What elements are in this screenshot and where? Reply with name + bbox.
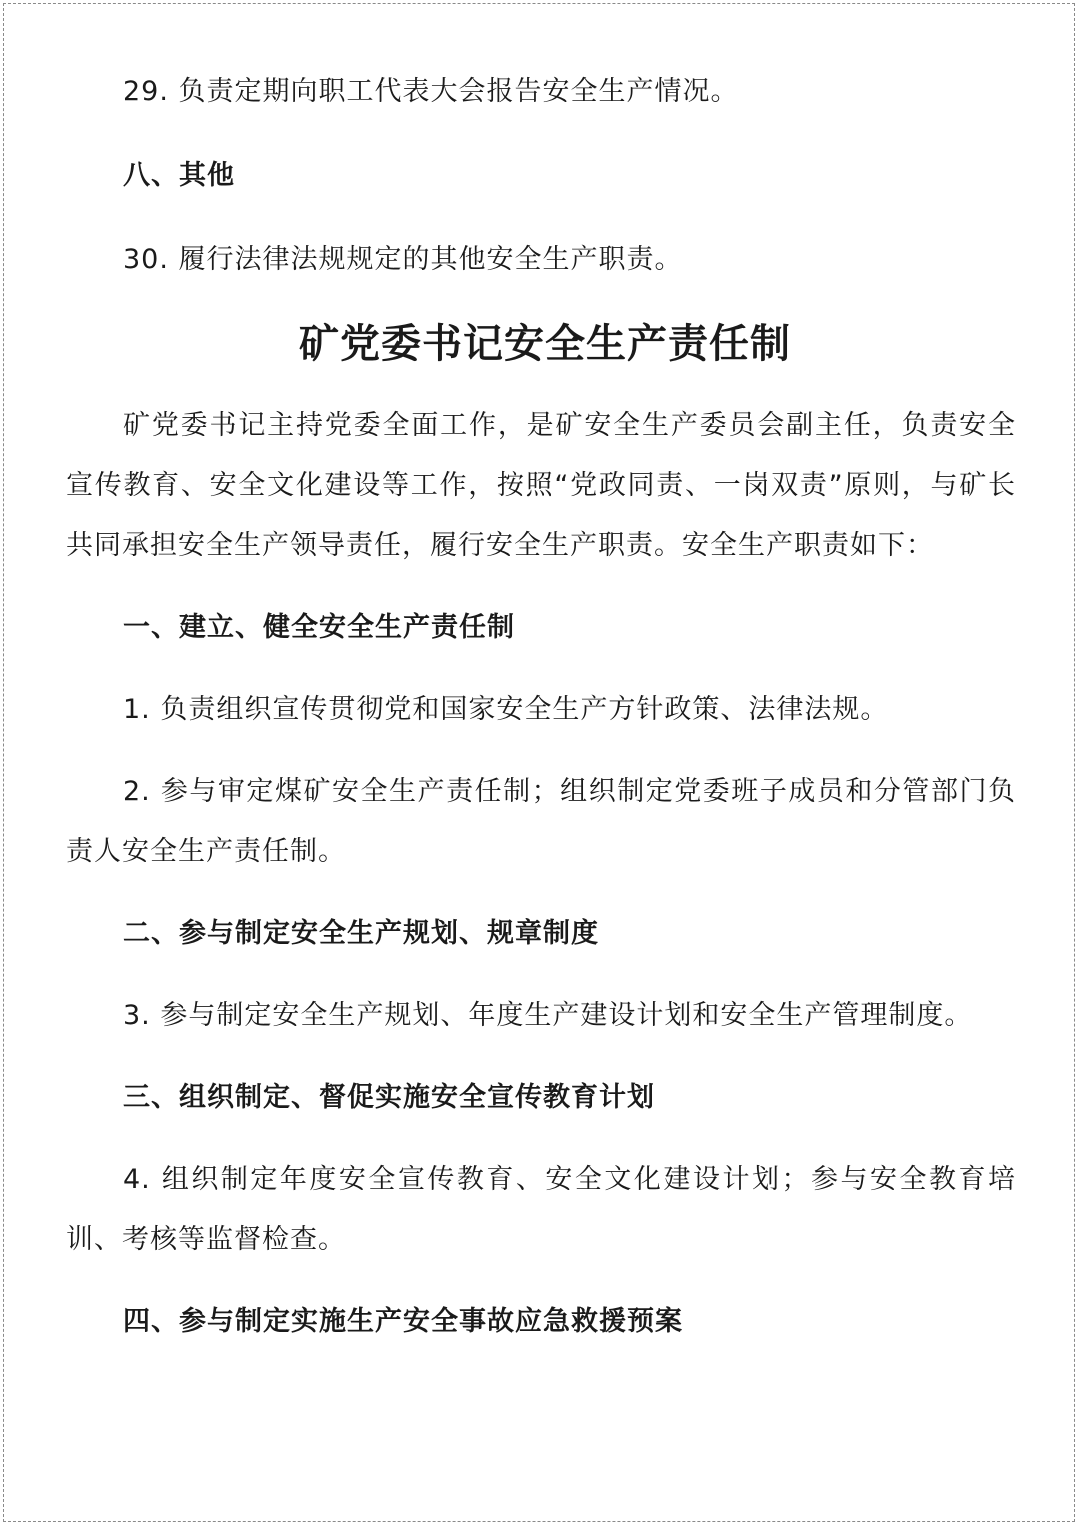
- item-3: 3. 参与制定安全生产规划、年度生产建设计划和安全生产管理制度。: [123, 1000, 973, 1031]
- section-heading-2: 二、参与制定安全生产规划、规章制度: [123, 918, 599, 949]
- item-4: 4. 组织制定年度安全宣传教育、安全文化建设计划；参与安全教育培训、考核等监督检查。: [66, 1164, 1016, 1255]
- item-2: 2. 参与审定煤矿安全生产责任制；组织制定党委班子成员和分管部门负责人安全生产责任制。: [66, 776, 1016, 867]
- item-30: 30. 履行法律法规规定的其他安全生产职责。: [123, 244, 683, 275]
- section-heading-4: 四、参与制定实施生产安全事故应急救援预案: [123, 1306, 683, 1337]
- item-1: 1. 负责组织宣传贯彻党和国家安全生产方针政策、法律法规。: [123, 694, 889, 725]
- section-heading-other: 八、其他: [123, 160, 235, 191]
- intro-paragraph: 矿党委书记主持党委全面工作，是矿安全生产委员会副主任，负责安全宣传教育、安全文化建设等工作，按照“党政同责、一岗双责”原则，与矿长共同承担安全生产领导责任，履行安全生产职责。安全生产职责如下：: [66, 410, 1016, 561]
- item-29: 29. 负责定期向职工代表大会报告安全生产情况。: [123, 76, 739, 107]
- section-heading-1: 一、建立、健全安全生产责任制: [123, 612, 515, 643]
- section-heading-3: 三、组织制定、督促实施安全宣传教育计划: [123, 1082, 655, 1113]
- document-title: 矿党委书记安全生产责任制: [299, 320, 791, 367]
- document-body: [66, 62, 1016, 1352]
